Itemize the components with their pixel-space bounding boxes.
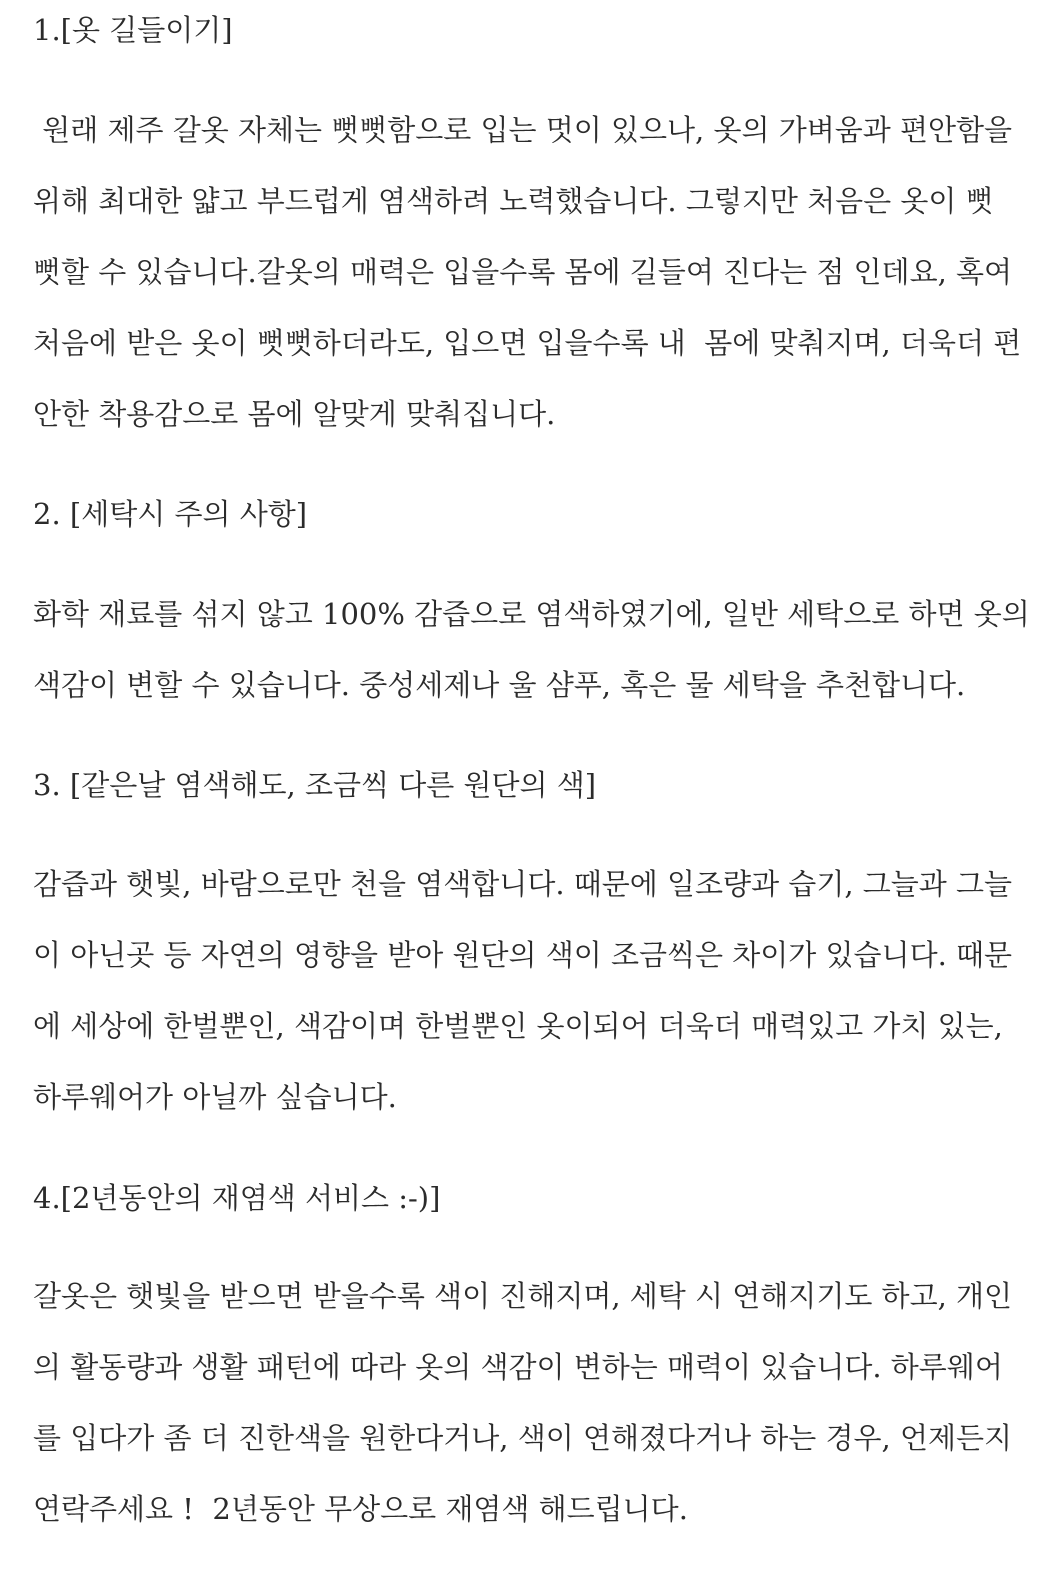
paragraph-line: 를 입다가 좀 더 진한색을 원한다거나, 색이 연해졌다거나 하는 경우, 언제든지 [33,1421,1013,1455]
paragraph-line: 처음에 받은 옷이 뻣뻣하더라도, 입으면 입을수록 내 몸에 맞춰지며, 더욱더 편 [33,326,1022,360]
paragraph-line: 의 활동량과 생활 패턴에 따라 옷의 색감이 변하는 매력이 있습니다. 하루웨어 [33,1350,1003,1384]
section-4-heading: 4.[2년동안의 재염색 서비스 :-)] [33,1181,441,1215]
paragraph-line: 감즙과 햇빛, 바람으로만 천을 염색합니다. 때문에 일조량과 습기, 그늘과 그늘 [33,867,1013,901]
section-1-heading: 1.[옷 길들이기] [33,13,233,47]
paragraph-line: 뻣할 수 있습니다.갈옷의 매력은 입을수록 몸에 길들여 진다는 점 인데요, 혹여 [33,255,1013,289]
paragraph-line: 안한 착용감으로 몸에 알맞게 맞춰집니다. [33,397,556,431]
paragraph-line: 이 아닌곳 등 자연의 영향을 받아 원단의 색이 조금씩은 차이가 있습니다. 때문 [33,938,1013,972]
paragraph-line: 색감이 변할 수 있습니다. 중성세제나 울 샴푸, 혹은 물 세탁을 추천합니다. [33,668,966,702]
paragraph-line: 하루웨어가 아닐까 싶습니다. [33,1080,397,1114]
paragraph-line: 갈옷은 햇빛을 받으면 받을수록 색이 진해지며, 세탁 시 연해지기도 하고, 개인 [33,1279,1013,1313]
section-2-heading: 2. [세탁시 주의 사항] [33,497,308,531]
paragraph-line: 화학 재료를 섞지 않고 100% 감즙으로 염색하였기에, 일반 세탁으로 하면 옷의 [33,597,1030,631]
paragraph-line: 위해 최대한 얇고 부드럽게 염색하려 노력했습니다. 그렇지만 처음은 옷이 뻣 [33,184,994,218]
paragraph-line: 에 세상에 한벌뿐인, 색감이며 한벌뿐인 옷이되어 더욱더 매력있고 가치 있는, [33,1009,1003,1043]
section-4-paragraph [33,1276,1033,1560]
section-2-paragraph [33,594,1033,736]
section-3-heading: 3. [같은날 염색해도, 조금씩 다른 원단의 색] [33,768,597,802]
section-3-paragraph [33,864,1033,1148]
paragraph-line: 연락주세요 ! 2년동안 무상으로 재염색 해드립니다. [33,1492,688,1526]
paragraph-line: 원래 제주 갈옷 자체는 뻣뻣함으로 입는 멋이 있으나, 옷의 가벼움과 편안함을 [33,113,1013,147]
section-1-paragraph [33,110,1033,465]
